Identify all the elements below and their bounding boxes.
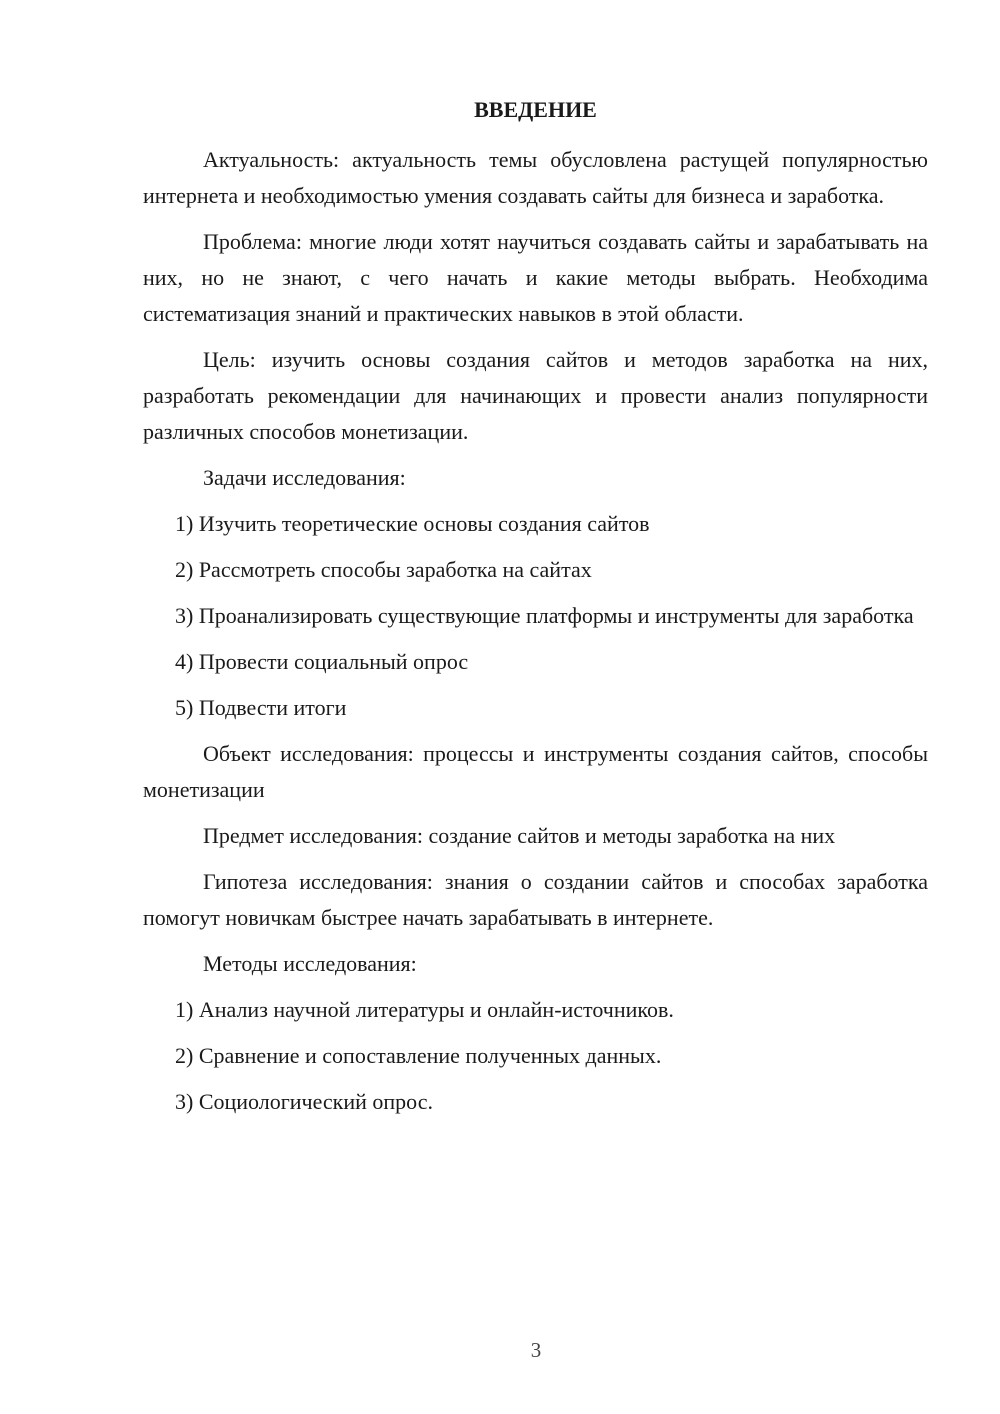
methods-title: Методы исследования:	[203, 951, 417, 976]
task-item: 4) Провести социальный опрос	[175, 649, 469, 674]
method-item: 3) Социологический опрос.	[175, 1089, 433, 1114]
method-item: 2) Сравнение и сопоставление полученных данных.	[175, 1043, 662, 1068]
task-item: 5) Подвести итоги	[175, 695, 347, 720]
subject-paragraph: Предмет исследования: создание сайтов и методы заработка на них	[203, 823, 836, 848]
goal-paragraph: Цель: изучить основы создания сайтов и методов заработка на них, разработать рекомендации для начинающих и провести анализ популярности различных способов монетизации.	[143, 347, 928, 444]
task-item: 2) Рассмотреть способы заработка на сайтах	[175, 557, 592, 582]
relevance-paragraph: Актуальность: актуальность темы обусловлена растущей популярностью интернета и необходимостью умения создавать сайты для бизнеса и заработка.	[143, 147, 928, 208]
task-item: 3) Проанализировать существующие платформы и инструменты для заработка	[175, 603, 914, 628]
hypothesis-paragraph: Гипотеза исследования: знания о создании сайтов и способах заработка помогут новичкам быстрее начать зарабатывать в интернете.	[143, 869, 928, 930]
tasks-title: Задачи исследования:	[203, 465, 406, 490]
page-number: 3	[530, 1338, 542, 1362]
page-body	[143, 92, 928, 1130]
object-paragraph: Объект исследования: процессы и инструменты создания сайтов, способы монетизации	[143, 741, 928, 802]
problem-paragraph: Проблема: многие люди хотят научиться создавать сайты и зарабатывать на них, но не знают, с чего начать и какие методы выбрать. Необходима систематизация знаний и практических навыков в этой области.	[143, 229, 928, 326]
task-item: 1) Изучить теоретические основы создания сайтов	[175, 511, 650, 536]
method-item: 1) Анализ научной литературы и онлайн-источников.	[175, 997, 674, 1022]
section-heading: ВВЕДЕНИЕ	[474, 97, 597, 122]
